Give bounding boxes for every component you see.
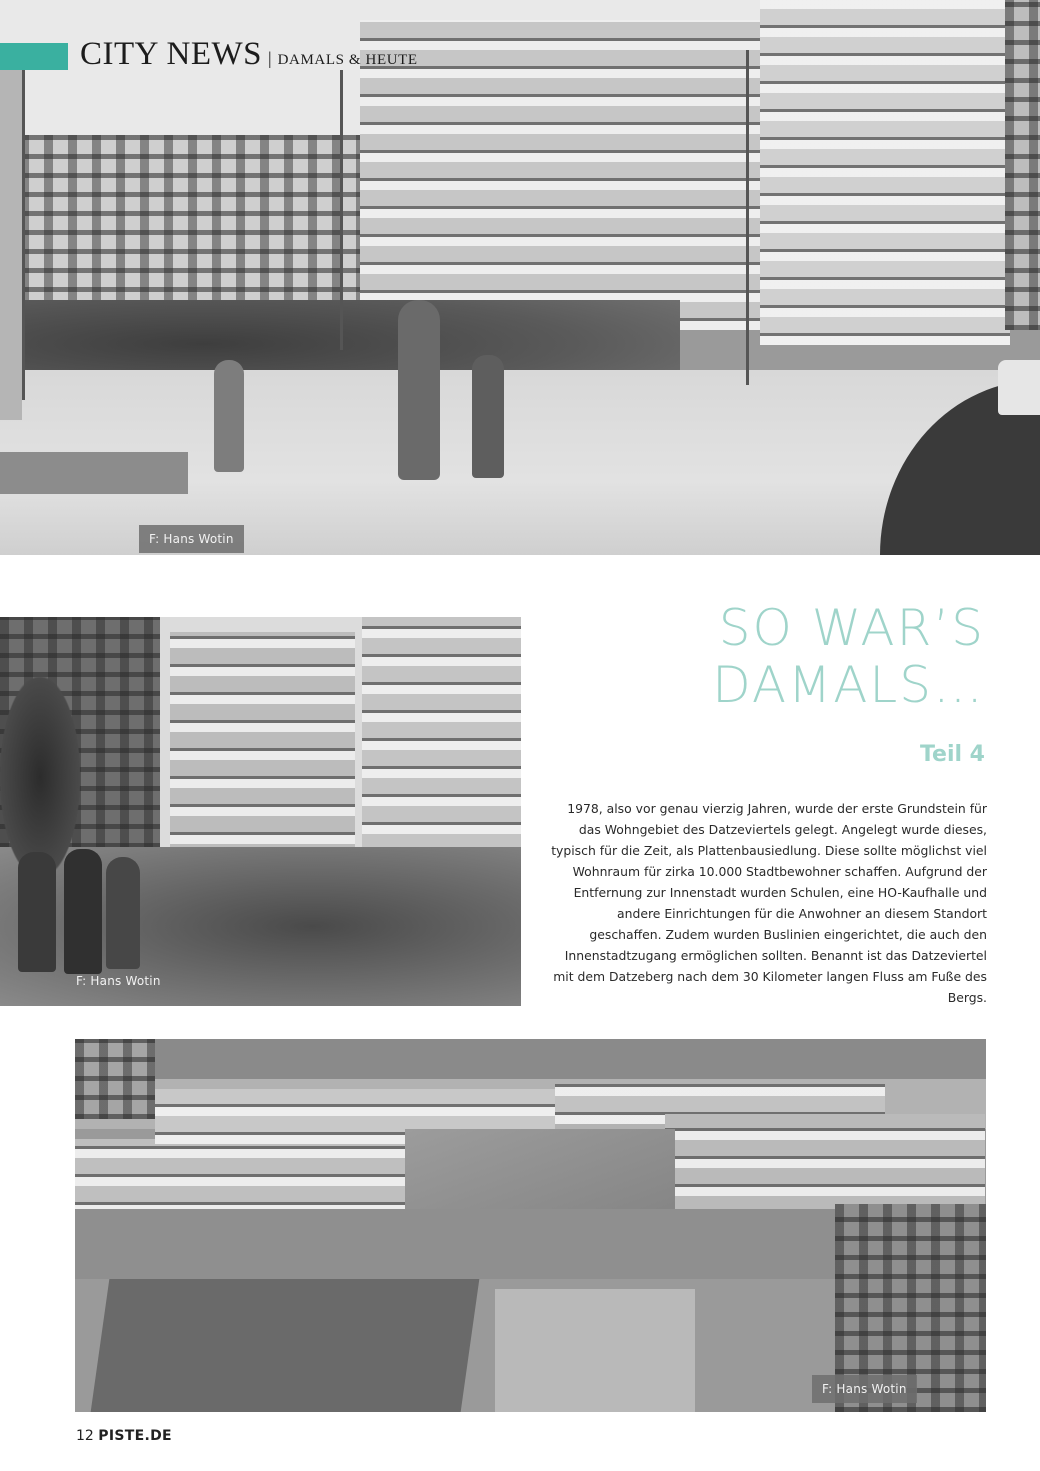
bottom-photo bbox=[75, 1039, 986, 1412]
page-number: 12 bbox=[76, 1428, 94, 1444]
photo-credit-middle: F: Hans Wotin bbox=[76, 974, 161, 988]
photo-credit-top: F: Hans Wotin bbox=[139, 525, 244, 553]
middle-photo bbox=[0, 617, 521, 1006]
photo-credit-bottom: F: Hans Wotin bbox=[812, 1375, 917, 1403]
section-header bbox=[80, 36, 418, 73]
section-accent-bar bbox=[0, 43, 68, 70]
headline-line-1: SO WAR’S bbox=[718, 599, 985, 657]
section-subtitle: DAMALS & HEUTE bbox=[277, 52, 418, 68]
section-separator: | bbox=[268, 48, 272, 68]
page-folio bbox=[76, 1428, 172, 1444]
article-body: 1978, also vor genau vierzig Jahren, wurde der erste Grundstein für das Wohngebiet des Datzeviertels gelegt. Angelegt wurde dieses, typisch für die Zeit, als Plattenbausiedlung. Diese sollte möglichst viel Wohnraum für zirka 10.000 Stadtbewohner schaffen. Aufgrund der Entfernung zur Innenstadt wurden Schulen, eine HO-Kaufhalle und andere Einrichtungen für die Anwohner an diesem Standort geschaffen. Zudem wurden Buslinien eingerichtet, die auch den Innenstadtzugang ermöglichen sollten. Benannt ist das Datzeviertel mit dem Datzeberg nach dem 30 Kilometer langen Fluss am Fuße des Bergs. bbox=[551, 801, 987, 1005]
article-part-label: Teil 4 bbox=[919, 742, 985, 767]
headline-line-2: DAMALS… bbox=[712, 656, 985, 714]
article-headline bbox=[555, 600, 985, 714]
section-title: CITY NEWS bbox=[80, 36, 263, 72]
publication-brand: PISTE.DE bbox=[98, 1428, 172, 1444]
top-photo bbox=[0, 0, 1040, 555]
